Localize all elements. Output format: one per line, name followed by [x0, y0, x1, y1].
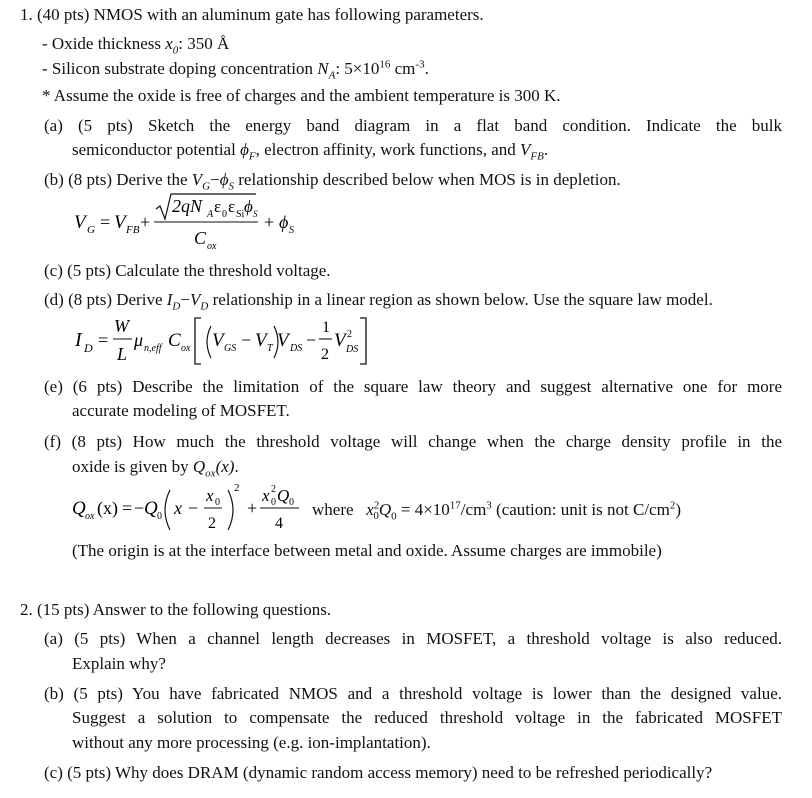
svg-text:(x): (x)	[97, 498, 118, 518]
q1a-line1: (a) (5 pts) Sketch the energy band diagram in a flat band condition. Indicate the bulk	[44, 116, 782, 135]
equation-qox-profile	[70, 480, 305, 538]
svg-text:x: x	[262, 486, 270, 505]
svg-text:GS: GS	[224, 343, 237, 354]
right-bracket	[360, 318, 366, 364]
svg-text:ε: ε	[214, 197, 222, 216]
svg-text:1: 1	[322, 319, 330, 336]
svg-text:DS: DS	[290, 343, 303, 354]
svg-text:−: −	[306, 330, 317, 350]
svg-text:0: 0	[157, 511, 162, 522]
svg-text:S: S	[253, 209, 258, 219]
svg-text:Q: Q	[72, 498, 86, 519]
q1f-note: (The origin is at the interface between metal and oxide. Assume charges are immobile)	[72, 541, 662, 560]
q2b-line3: without any more processing (e.g. ion-implantation).	[72, 733, 431, 752]
svg-text:V: V	[212, 330, 224, 351]
svg-text:=: =	[122, 498, 133, 518]
svg-text:2: 2	[271, 484, 276, 495]
svg-text:A: A	[207, 209, 214, 220]
svg-text:−: −	[134, 498, 145, 518]
svg-text:x: x	[174, 498, 182, 518]
svg-text:x: x	[206, 486, 214, 505]
q1-param-doping: - Silicon substrate doping concentration $N_A$: $5\times 10^{16}$ $cm^{-3}$.	[42, 58, 429, 82]
svg-text:μ: μ	[134, 330, 144, 350]
svg-text:D: D	[84, 341, 93, 355]
svg-text:2: 2	[321, 346, 329, 363]
svg-text:I: I	[75, 329, 82, 351]
q1b-prompt: (b) (8 pts) Derive the $V_G-\phi_S$ relationship described below when MOS is in depletion.	[44, 170, 621, 193]
svg-text:V: V	[277, 330, 289, 351]
svg-text:ϕ: ϕ	[244, 197, 253, 216]
svg-text:G: G	[87, 224, 95, 236]
q2-header: 2. (15 pts) Answer to the following questions.	[20, 600, 332, 619]
q2a-line2: Explain why?	[72, 654, 166, 673]
svg-text:Q: Q	[144, 498, 158, 519]
q1f-line1: (f) (8 pts) How much the threshold voltage will change when the charge density profile in the	[44, 432, 782, 451]
svg-text:2: 2	[347, 329, 352, 340]
q2b-line2: Suggest a solution to compensate the reduced threshold voltage in the fabricated MOSFET	[72, 708, 782, 727]
svg-text:ox: ox	[181, 343, 191, 354]
svg-text:0: 0	[215, 497, 220, 508]
svg-text:T: T	[267, 343, 273, 354]
svg-text:C: C	[194, 228, 207, 248]
svg-text:0: 0	[222, 209, 227, 220]
svg-text:0: 0	[271, 497, 276, 508]
svg-text:=: =	[100, 212, 111, 232]
equation-id-linear	[70, 312, 380, 372]
q1e-line2: accurate modeling of MOSFET.	[72, 401, 290, 420]
svg-text:4: 4	[275, 515, 283, 532]
equation-vg-depletion	[70, 192, 310, 254]
svg-text:+: +	[264, 212, 275, 232]
q1-header: 1. (40 pts) NMOS with an aluminum gate has following parameters.	[20, 5, 484, 24]
eq-b-vg: V	[74, 212, 86, 233]
svg-text:−: −	[241, 330, 252, 350]
svg-text:n,eff: n,eff	[144, 343, 162, 354]
svg-text:0: 0	[289, 497, 294, 508]
svg-text:W: W	[114, 316, 129, 336]
svg-text:L: L	[117, 344, 128, 364]
q1f-line2: oxide is given by $Q_{ox}(x)$.	[72, 457, 239, 480]
svg-text:ε: ε	[228, 197, 236, 216]
q2b-line1: (b) (5 pts) You have fabricated NMOS and a threshold voltage is lower than the designed value.	[44, 684, 782, 703]
svg-text:+: +	[247, 498, 258, 518]
svg-text:C: C	[168, 330, 181, 351]
q1c-prompt: (c) (5 pts) Calculate the threshold voltage.	[44, 261, 331, 280]
q2c-prompt: (c) (5 pts) Why does DRAM (dynamic random access memory) need to be refreshed periodically?	[44, 763, 713, 782]
svg-text:ox: ox	[207, 241, 217, 252]
svg-text:2qN: 2qN	[172, 196, 203, 216]
q1a-line2: semiconductor potential $\phi_F$, electron affinity, work functions, and $V_{FB}$.	[72, 140, 549, 163]
svg-text:FB: FB	[126, 224, 140, 236]
q1e-line1: (e) (6 pts) Describe the limitation of the square law theory and suggest alternative one for more	[44, 377, 782, 396]
svg-text:Q: Q	[277, 486, 290, 505]
q1-assumption: * Assume the oxide is free of charges and the ambient temperature is 300 K.	[42, 86, 561, 105]
q1-param-oxide-thickness: - Oxide thickness $x_0$: 350 Å	[42, 34, 230, 57]
svg-text:DS: DS	[346, 344, 359, 355]
svg-text:S: S	[289, 225, 294, 236]
svg-text:V: V	[334, 330, 346, 351]
svg-text:2: 2	[208, 515, 216, 532]
q1d-prompt: (d) (8 pts) Derive $I_D-V_D$ relationship in a linear region as shown below. Use the square law model.	[44, 290, 713, 313]
svg-text:=: =	[98, 330, 109, 350]
left-bracket	[195, 318, 201, 364]
svg-text:V: V	[114, 212, 126, 233]
svg-text:+: +	[140, 212, 151, 232]
svg-text:2: 2	[234, 482, 240, 494]
q2a-line1: (a) (5 pts) When a channel length decreases in MOSFET, a threshold voltage is also reduced.	[44, 629, 782, 648]
eq-f-where-clause: where $x^2_0Q_0 = 4\times 10^{17}/cm^3$ (caution: unit is not $C/cm^2$)	[312, 499, 681, 523]
svg-text:Si: Si	[236, 209, 245, 220]
svg-text:ϕ: ϕ	[279, 212, 289, 232]
svg-text:ox: ox	[85, 511, 95, 522]
svg-text:−: −	[188, 498, 199, 518]
svg-text:V: V	[255, 330, 267, 351]
